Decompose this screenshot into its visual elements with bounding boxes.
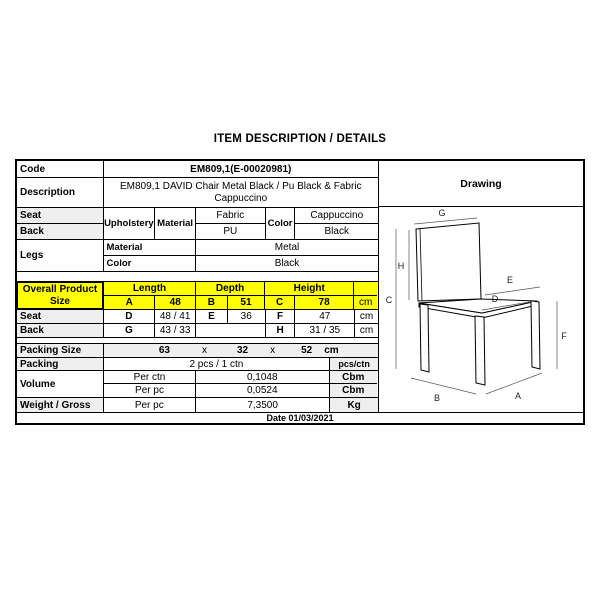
chair-left-leg	[420, 304, 429, 372]
upholstery-colors	[295, 208, 378, 239]
page-title: ITEM DESCRIPTION / DETAILS	[213, 133, 387, 145]
weight-label: Weight / Gross	[17, 398, 104, 412]
packing-dim3: 52	[301, 345, 313, 356]
seat-depth-value: 36	[228, 310, 266, 323]
description-line2: Cappuccino	[214, 192, 268, 204]
back-label: Back	[17, 224, 103, 239]
size-header-right	[104, 282, 377, 309]
code-label: Code	[17, 161, 104, 177]
legs-color-label: Color	[106, 257, 132, 269]
description-label: Description	[17, 178, 104, 207]
volume-block	[17, 371, 378, 398]
packing-dim2: 32	[236, 345, 249, 356]
packing-size-unit: cm	[324, 345, 339, 356]
drawing-title: Drawing	[379, 161, 583, 207]
back-length-key: G	[104, 324, 156, 337]
upholstery-label: Upholstery	[104, 208, 156, 239]
overall-product-size-label	[17, 282, 104, 309]
size-header-blank	[354, 282, 377, 295]
seat-back-labels	[17, 208, 104, 239]
upholstery-material-label: Material	[155, 208, 196, 239]
date-row: Date 01/03/2021	[17, 412, 583, 423]
details-table	[15, 159, 585, 425]
packing-value: 2 pcs / 1 ctn	[104, 358, 331, 370]
height-header: Height	[265, 282, 354, 295]
legs-block	[17, 240, 378, 272]
seat-color-value: Cappuccino	[295, 208, 378, 224]
size-dim-header-row	[104, 282, 377, 296]
volume-per-ctn-row	[104, 371, 377, 384]
packing-label: Packing	[17, 358, 104, 370]
chair-backrest	[416, 223, 481, 301]
packing-dim1: 63	[158, 345, 170, 356]
chair-front-leg	[475, 316, 485, 385]
weight-per-label: Per pc	[104, 398, 196, 412]
per-pc-label: Per pc	[104, 384, 196, 397]
legs-material-value: Metal	[196, 240, 378, 256]
packing-row	[17, 358, 378, 371]
chair-right-leg	[531, 301, 540, 369]
volume-rows	[104, 371, 377, 397]
packing-x1: x	[201, 345, 207, 356]
dim-line-b	[411, 378, 476, 394]
packing-size-row	[17, 344, 378, 358]
legs-sublabels	[104, 240, 196, 271]
legs-color-value: Black	[274, 257, 300, 269]
back-height-value: 31 / 35	[295, 324, 355, 337]
overall-depth-key: B	[196, 296, 228, 309]
size-overall-row	[104, 296, 377, 309]
seat-size-row	[17, 310, 378, 324]
back-depth-blank	[196, 324, 266, 337]
chair-drawing	[379, 207, 583, 407]
upholstery-block	[17, 208, 378, 240]
legs-label: Legs	[17, 240, 104, 271]
overall-height-key: C	[265, 296, 295, 309]
size-header-block	[17, 282, 378, 310]
dim-label-h: H	[397, 261, 405, 271]
seat-unit: cm	[359, 311, 374, 322]
packing-size-value	[104, 344, 378, 357]
back-size-row	[17, 324, 378, 338]
seat-height-key: F	[266, 310, 296, 323]
per-pc-value: 0,0524	[196, 384, 330, 397]
length-header: Length	[104, 282, 196, 295]
description-line1: EM809,1 DAVID Chair Metal Black / Pu Black & Fabric	[119, 180, 362, 192]
dim-label-f: F	[561, 331, 567, 341]
dim-label-d: D	[491, 294, 499, 304]
depth-header: Depth	[196, 282, 265, 295]
code-value: EM809,1(E-00020981)	[190, 163, 292, 175]
per-ctn-unit: Cbm	[330, 371, 377, 383]
description-row	[17, 178, 378, 208]
legs-values	[196, 240, 378, 271]
packing-size-label: Packing Size	[17, 344, 104, 357]
upholstery-materials	[196, 208, 266, 239]
dim-label-b: B	[433, 393, 441, 403]
ops-line1: Overall Product	[22, 283, 98, 295]
dim-label-c: C	[385, 295, 393, 305]
packing-unit: pcs/ctn	[330, 358, 378, 370]
seat-label: Seat	[17, 208, 103, 224]
legs-material-label: Material	[104, 240, 195, 256]
dim-label-g: G	[438, 208, 446, 218]
volume-per-pc-row	[104, 384, 377, 397]
overall-depth-value: 51	[228, 296, 266, 309]
weight-value: 7,3500	[196, 398, 330, 412]
back-material-value: PU	[223, 225, 238, 237]
overall-length-value: 48	[155, 296, 196, 309]
overall-length-key: A	[104, 296, 155, 309]
per-pc-unit: Cbm	[330, 384, 377, 397]
seat-length-value: 48 / 41	[155, 310, 196, 323]
upholstery-color-label: Color	[266, 208, 296, 239]
back-color-value: Black	[324, 225, 349, 237]
overall-unit: cm	[354, 296, 377, 309]
per-ctn-value: 0,1048	[196, 371, 330, 383]
seat-depth-key: E	[196, 310, 228, 323]
per-ctn-label: Per ctn	[104, 371, 196, 383]
back-unit: cm	[359, 325, 374, 336]
left-table	[17, 161, 378, 412]
description-value	[104, 178, 378, 207]
drawing-panel	[378, 161, 583, 412]
dim-line-g	[414, 218, 477, 224]
seat-length-key: D	[104, 310, 156, 323]
overall-height-value: 78	[295, 296, 354, 309]
ops-line2: Size	[49, 295, 70, 307]
back-height-key: H	[266, 324, 296, 337]
seat-size-label: Seat	[17, 310, 104, 323]
weight-row	[17, 398, 378, 412]
back-size-label: Back	[17, 324, 104, 337]
seat-height-value: 47	[295, 310, 355, 323]
dim-label-e: E	[506, 275, 514, 285]
code-row	[17, 161, 378, 178]
spacer-row	[17, 272, 378, 282]
dim-label-a: A	[514, 391, 522, 401]
back-length-value: 43 / 33	[155, 324, 196, 337]
seat-material-value: Fabric	[196, 208, 265, 224]
weight-unit: Kg	[330, 398, 378, 412]
volume-label: Volume	[17, 371, 104, 397]
packing-x2: x	[270, 345, 276, 356]
